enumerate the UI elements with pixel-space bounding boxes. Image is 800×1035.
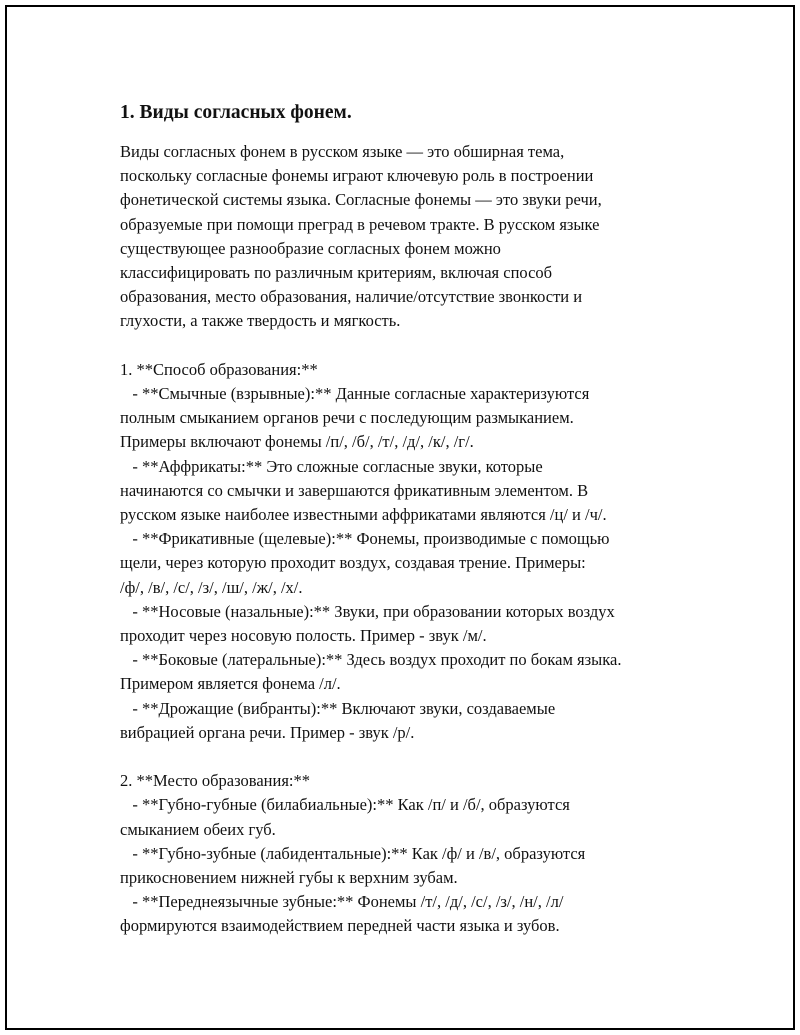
document-body (120, 99, 700, 939)
section-place-of-articulation: 2. **Место образования:** - **Губно-губные (билабиальные):** Как /п/ и /б/, образуются смыканием обеих губ. - **Губно-зубные (лабидентальные):** Как /ф/ и /в/, образуются прикосновением нижней губы к верхним зубам. - **Переднеязычные зубные:** Фонемы /т/, /д/, /с/, /з/, /н/, /л/ формируются взаимодействием передней части языка и зубов. (120, 771, 586, 936)
intro-paragraph: Виды согласных фонем в русском языке — это обширная тема, поскольку согласные фонемы играют ключевую роль в построении фонетической системы языка. Согласные фонемы — это звуки речи, образуемые при помощи преград в речевом тракте. В русском языке существующее разнообразие согласных фонем можно классифицировать по различным критериям, включая способ образования, место образования, наличие/отсутствие звонкости и глухости, а также твердость и мягкость. (120, 142, 602, 331)
section-manner-of-articulation: 1. **Способ образования:** - **Смычные (взрывные):** Данные согласные характеризуются полным смыканием органов речи с последующим размыканием. Примеры включают фонемы /п/, /б/, /т/, /д/, /к/, /г/. - **Аффрикаты:** Это сложные согласные звуки, которые начинаются со смычки и завершаются фрикативным элементом. В русском языке наиболее известными аффрикатами являются /ц/ и /ч/. - **Фрикативные (щелевые):** Фонемы, производимые с помощью щели, через которую проходит воздух, создавая трение. Примеры: /ф/, /в/, /с/, /з/, /ш/, /ж/, /х/. - **Носовые (назальные):** Звуки, при образовании которых воздух проходит через носовую полость. Пример - звук /м/. - **Боковые (латеральные):** Здесь воздух проходит по бокам языка. Примером является фонема /л/. - **Дрожащие (вибранты):** Включают звуки, создаваемые вибрацией органа речи. Пример - звук /р/. (120, 359, 622, 742)
document-title: 1. Виды согласных фонем. (120, 102, 352, 123)
page-frame (5, 5, 795, 1030)
